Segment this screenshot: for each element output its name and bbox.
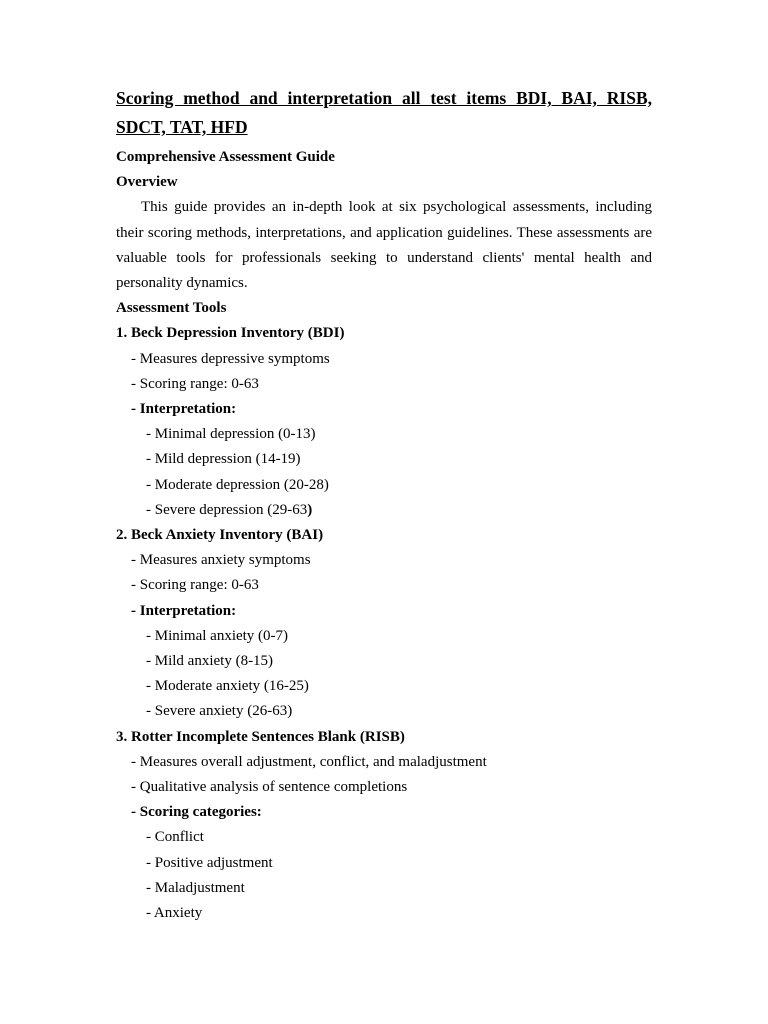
risb-categories-label: - Scoring categories: bbox=[131, 804, 262, 821]
overview-heading: Overview bbox=[116, 174, 178, 191]
bdi-item: - Minimal depression (0-13) bbox=[146, 426, 316, 443]
bai-item: - Mild anxiety (8-15) bbox=[146, 653, 274, 670]
bdi-heading: 1. Beck Depression Inventory (BDI) bbox=[116, 325, 345, 342]
bai-range: - Scoring range: 0-63 bbox=[131, 577, 259, 594]
document-title: Scoring method and interpretation all test items BDI, BAI, RISB, SDCT, TAT, HFD bbox=[116, 88, 652, 137]
bdi-closing-paren: ) bbox=[307, 501, 313, 518]
bdi-item: - Mild depression (14-19) bbox=[146, 451, 301, 468]
risb-item: - Maladjustment bbox=[146, 879, 245, 896]
subtitle: Comprehensive Assessment Guide bbox=[116, 149, 335, 165]
bdi-interpretation-label: - Interpretation: bbox=[131, 401, 237, 418]
bai-measures: - Measures anxiety symptoms bbox=[131, 552, 311, 569]
bai-interpretation-label: - Interpretation: bbox=[131, 602, 237, 619]
tools-heading: Assessment Tools bbox=[116, 300, 227, 317]
bdi-item-last bbox=[116, 498, 652, 523]
overview-paragraph: This guide provides an in-depth look at six psychological assessments, including their scoring methods, interpretations, and application guidelines. These assessments are valuable tools for professionals seeking to understand clients' mental health and personality dynamics. bbox=[116, 199, 652, 292]
risb-item: - Anxiety bbox=[146, 905, 203, 922]
bdi-item-text: - Severe depression (29-63 bbox=[146, 501, 308, 518]
bai-item: - Minimal anxiety (0-7) bbox=[146, 627, 289, 644]
bdi-range: - Scoring range: 0-63 bbox=[131, 375, 259, 392]
document-body bbox=[116, 84, 652, 926]
risb-measures: - Measures overall adjustment, conflict, and maladjustment bbox=[131, 753, 487, 770]
bai-heading: 2. Beck Anxiety Inventory (BAI) bbox=[116, 527, 324, 544]
risb-item: - Positive adjustment bbox=[146, 854, 273, 871]
risb-analysis: - Qualitative analysis of sentence completions bbox=[131, 779, 408, 796]
bdi-item: - Moderate depression (20-28) bbox=[146, 476, 329, 493]
bai-item: - Moderate anxiety (16-25) bbox=[146, 678, 309, 695]
bdi-measures: - Measures depressive symptoms bbox=[131, 350, 330, 367]
bai-item: - Severe anxiety (26-63) bbox=[146, 703, 293, 720]
risb-item: - Conflict bbox=[146, 829, 204, 846]
risb-heading: 3. Rotter Incomplete Sentences Blank (RISB) bbox=[116, 728, 405, 745]
